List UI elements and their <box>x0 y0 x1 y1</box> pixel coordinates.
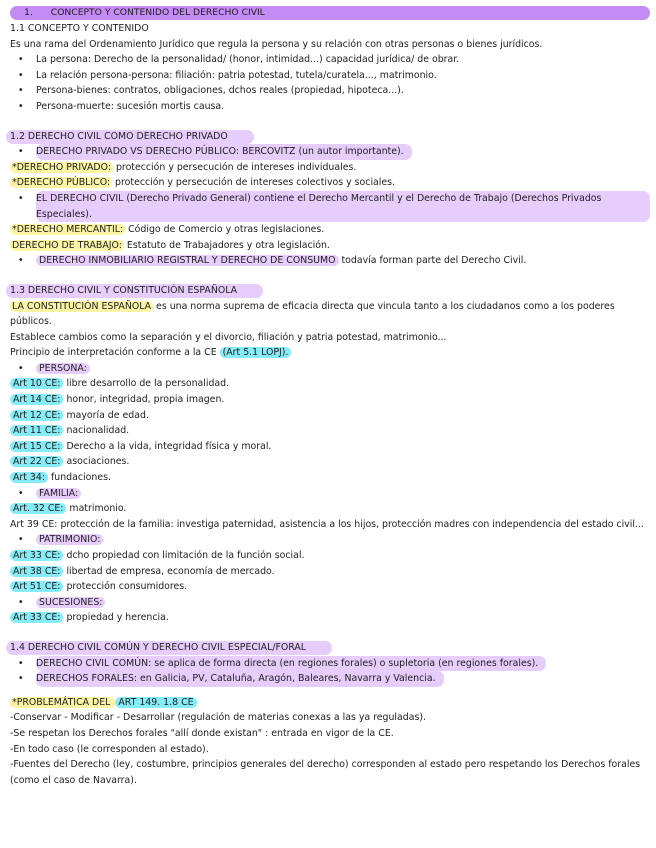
mercantil-text: Código de Comercio y otras legislaciones. <box>125 224 325 236</box>
forales-highlight <box>36 671 444 687</box>
list-item <box>10 191 650 222</box>
comun-highlight <box>36 656 546 672</box>
forales-label: DERECHOS FORALES: <box>36 673 138 685</box>
article-row <box>10 408 650 424</box>
article-ref: Art 10 CE: <box>10 378 63 389</box>
mercantil-line <box>10 222 650 238</box>
title-number: 1. <box>24 7 33 18</box>
privado-line <box>10 160 650 176</box>
article-row <box>10 501 650 517</box>
list-item: • La persona: Derecho de la personalidad/ (honor, intimidad...) capacidad jurídica/ de obrar. <box>10 52 650 68</box>
article-text: propiedad y herencia. <box>63 612 169 624</box>
article-text: nacionalidad. <box>63 425 130 437</box>
problematica-line <box>10 695 650 711</box>
article-text: protección consumidores. <box>63 581 188 593</box>
article-row <box>10 610 650 626</box>
list-item: • La relación persona-persona: filiación: patria potestad, tutela/curatela..., matrimonio. <box>10 68 650 84</box>
privado-publico-highlight: DERECHO PRIVADO VS DERECHO PÚBLICO: BERCOVITZ (un autor importante). <box>36 144 412 160</box>
privado-text: protección y persecución de intereses individuales. <box>112 161 357 173</box>
article-text: matrimonio. <box>66 503 127 515</box>
trabajo-text: Estatuto de Trabajadores y otra legislación. <box>123 239 330 251</box>
problematica-item: -En todo caso (le corresponden al estado). <box>10 743 209 755</box>
title-text: CONCEPTO Y CONTENIDO DEL DERECHO CIVIL <box>50 7 265 18</box>
article-text: Derecho a la vida, integridad física y moral. <box>63 440 272 452</box>
derecho-civil-highlight: EL DERECHO CIVIL (Derecho Privado General) contiene el Derecho Mercantil y el Derecho de Trabajo (Derechos Privados Especiales). <box>36 191 650 222</box>
cambios-line: Establece cambios como la separación y el divorcio, filiación y patria potestad, matrimonio... <box>10 331 447 343</box>
article-text: libertad de empresa, economía de mercado. <box>63 565 275 577</box>
sucesiones-label: SUCESIONES: <box>36 597 105 608</box>
inmobiliario-text: todavía forman parte del Derecho Civil. <box>338 255 527 267</box>
heading-1-3: 1.3 DERECHO CIVIL Y CONSTITUCIÓN ESPAÑOLA <box>6 284 263 298</box>
ce-text: es una norma suprema de eficacia directa que vincula tanto a los ciudadanos como a los poderes públicos. <box>10 300 615 328</box>
privado-label: *DERECHO PRIVADO: <box>12 161 111 173</box>
article-text: honor, integridad, propia imagen. <box>63 394 225 406</box>
trabajo-line <box>10 238 650 254</box>
article-ref: Art 12 CE: <box>10 410 63 421</box>
principio-art: (Art 5.1 LOPJ). <box>220 347 292 358</box>
article-ref: Art 33 CE: <box>10 612 63 623</box>
article-row <box>10 564 650 580</box>
article-ref: Art 34: <box>10 472 48 483</box>
heading-1-4: 1.4 DERECHO CIVIL COMÚN Y DERECHO CIVIL ESPECIAL/FORAL <box>6 641 332 655</box>
article-ref: Art 33 CE: <box>10 550 63 561</box>
principio-text: Principio de interpretación conforme a la CE <box>10 347 220 359</box>
list-item: • Persona-muerte: sucesión mortis causa. <box>10 99 650 115</box>
article-text: fundaciones. <box>48 472 111 484</box>
article-ref: Art 14 CE: <box>10 394 63 405</box>
familia-article-39: Art 39 CE: protección de la familia: investiga paternidad, asistencia a los hijos, protección madres con independencia del estado civil... <box>10 518 644 530</box>
article-ref: Art 51 CE: <box>10 581 63 592</box>
problematica-item: -Conservar - Modificar - Desarrollar (regulación de materias conexas a las ya reguladas). <box>10 712 426 724</box>
publico-text: protección y persecución de intereses colectivos y sociales. <box>112 177 396 189</box>
article-text: mayoría de edad. <box>63 409 149 421</box>
article-ref: Art. 32 CE: <box>10 503 66 514</box>
familia-header <box>10 486 650 502</box>
article-ref: Art 15 CE: <box>10 441 63 452</box>
list-item <box>10 671 650 687</box>
patrimonio-label: PATRIMONIO: <box>36 534 103 545</box>
article-row <box>10 423 650 439</box>
article-ref: Art 22 CE: <box>10 456 63 467</box>
forales-text: en Galicia, PV, Cataluña, Aragón, Baleares, Navarra y Valencia. <box>137 673 436 685</box>
patrimonio-header <box>10 532 650 548</box>
list-item <box>10 253 650 269</box>
article-row <box>10 454 650 470</box>
article-row <box>10 548 650 564</box>
inmobiliario-highlight: DERECHO INMOBILIARIO REGISTRAL Y DERECHO DE CONSUMO <box>36 255 339 266</box>
main-title <box>10 6 650 20</box>
problematica-art: ART 149. 1.8 CE <box>115 697 196 708</box>
article-text: libre desarrollo de la personalidad. <box>63 378 230 390</box>
persona-header <box>10 361 650 377</box>
sucesiones-header <box>10 595 650 611</box>
problematica-label: *PROBLEMÁTICA DEL <box>12 696 114 708</box>
publico-line <box>10 175 650 191</box>
trabajo-label: DERECHO DE TRABAJO: <box>12 239 122 251</box>
ce-paragraph <box>10 299 650 330</box>
article-ref: Art 38 CE: <box>10 566 63 577</box>
list-item <box>10 144 650 160</box>
mercantil-label: *DERECHO MERCANTIL: <box>12 224 124 236</box>
publico-label: *DERECHO PÚBLICO: <box>12 177 111 189</box>
article-text: dcho propiedad con limitación de la función social. <box>63 550 305 561</box>
article-row <box>10 392 650 408</box>
heading-1-1: 1.1 CONCEPTO Y CONTENIDO <box>10 23 149 34</box>
intro-1-1: Es una rama del Ordenamiento Jurídico que regula la persona y su relación con otras personas o bienes jurídicos. <box>10 38 543 50</box>
article-text: asociaciones. <box>63 456 130 468</box>
article-row <box>10 439 650 455</box>
list-item <box>10 656 650 672</box>
ce-label: LA CONSTITUCIÓN ESPAÑOLA <box>12 300 152 312</box>
article-row <box>10 579 650 595</box>
persona-label: PERSONA: <box>36 363 90 374</box>
heading-1-2: 1.2 DERECHO CIVIL COMO DERECHO PRIVADO <box>6 130 254 144</box>
comun-text: se aplica de forma directa (en regiones forales) o supletoria (en regiones forales). <box>151 657 539 669</box>
comun-label: DERECHO CIVIL COMÚN: <box>36 657 152 669</box>
article-ref: Art 11 CE: <box>10 425 63 436</box>
list-item: • Persona-bienes: contratos, obligaciones, dchos reales (propiedad, hipoteca...). <box>10 83 650 99</box>
problematica-item: -Se respetan los Derechos forales "allí donde existan" : entrada en vigor de la CE. <box>10 727 394 739</box>
article-row <box>10 470 650 486</box>
principio-line <box>10 345 650 361</box>
problematica-item: -Fuentes del Derecho (ley, costumbre, principios generales del derecho) corresponden al estado pero respetando los Derechos forales (como el caso de Navarra). <box>10 759 641 786</box>
article-row <box>10 376 650 392</box>
familia-label: FAMILIA: <box>36 488 81 499</box>
